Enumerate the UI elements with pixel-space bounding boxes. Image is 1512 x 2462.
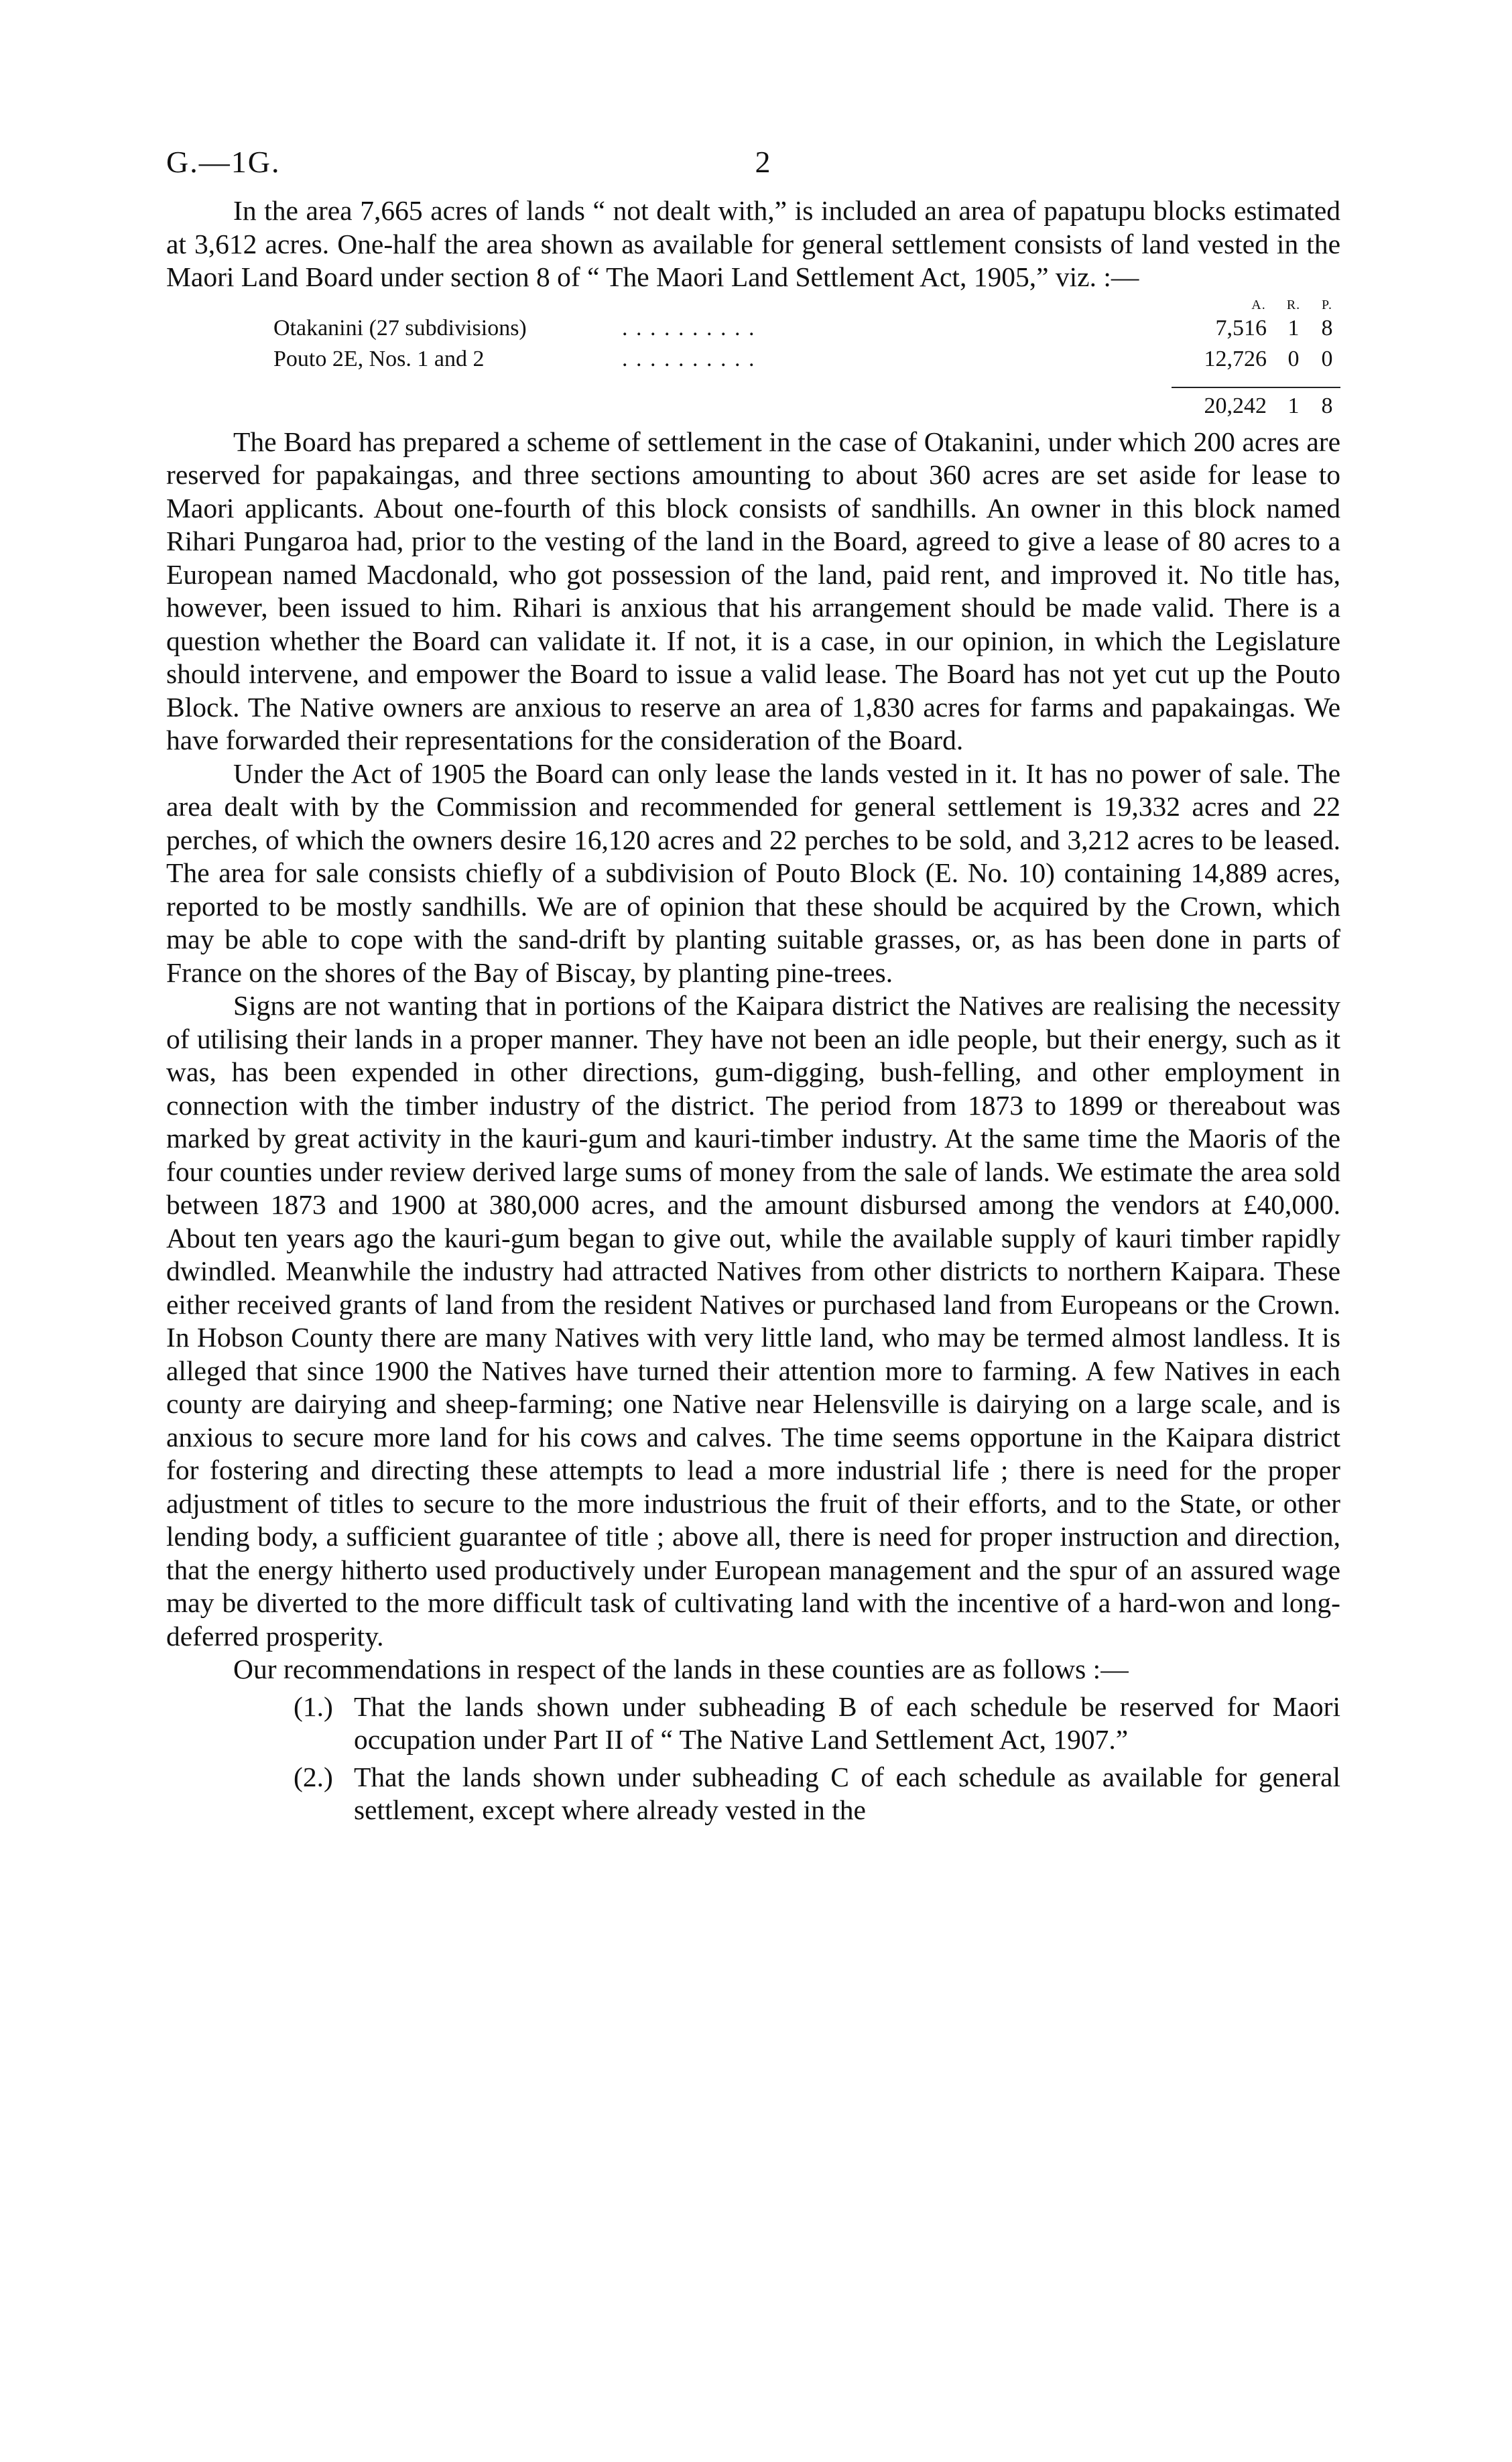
block-name: Otakanini (27 subdivisions) — [273, 315, 527, 341]
page-header — [166, 142, 1340, 182]
paragraph-act-1905: Under the Act of 1905 the Board can only lease the lands vested in it. It has no power of sale. The area dealt with by the Commission and recommended for general settlement is 19,332 acres and 22 perches, of which the owners desire 16,120 acres and 22 perches to be sold, and 3,212 acres to be leased. The area for sale consists chiefly of a subdivision of Pouto Block (E. No. 10) containing 14,889 acres, reported to be mostly sandhills. We are of opinion that these should be acquired by the Crown, which may be able to cope with the sand-drift by planting suitable grasses, or, as has been done in parts of France on the shores of the Bay of Biscay, by planting pine-trees. — [166, 757, 1340, 988]
perches-value: 8 — [1321, 315, 1333, 341]
column-header-perches: P. — [1322, 297, 1332, 312]
paragraph-otakanini-scheme: The Board has prepared a scheme of settlement in the case of Otakanini, under which 200 acres are reserved for papakaingas, and three sections amounting to about 360 acres are set aside for lease to Maori applicants. About one-fourth of this block consists of sandhills. An owner in this block named Rihari Pungaroa had, prior to the vesting of the land in the Board, agreed to give a lease of 80 acres to a European named Macdonald, who got possession of the land, paid rent, and improved it. No title has, however, been issued to him. Rihari is anxious that his arrangement should be made valid. There is a question whether the Board can validate it. If not, it is a case, in our opinion, in which the Legislature should intervene, and empower the Board to issue a valid lease. The Board has not yet cut up the Pouto Block. The Native owners are anxious to reserve an area of 1,830 acres for farms and papakaingas. We have forwarded their representations for the consideration of the Board. — [166, 426, 1340, 755]
acres-value: 12,726 — [1204, 346, 1267, 371]
list-item — [166, 1761, 1340, 1827]
paragraph-kaipara-natives: Signs are not wanting that in portions of the Kaipara district the Natives are realising the necessity of utilising their lands in a proper manner. They have not been an idle people, but their energy, such as it was, has been expended in other directions, gum-digging, bush-felling, and other employment in connection with the timber industry of the district. The period from 1873 to 1899 or thereabout was marked by great activity in the kauri-gum and kauri-timber industry. At the same time the Maoris of the four counties under review derived large sums of money from the sale of lands. We estimate the area sold between 1873 and 1900 at 380,000 acres, and the amount disbursed among the vendors at £40,000. About ten years ago the kauri-gum began to give out, while the available supply of kauri timber rapidly dwindled. Meanwhile the industry had attracted Natives from other districts to northern Kaipara. These either received grants of land from the resident Natives or purchased land from Europeans or the Crown. In Hobson County there are many Natives with very little land, who may be termed almost landless. It is alleged that since 1900 the Natives have turned their attention more to farming. A few Natives in each county are dairying and sheep-farming; one Native near Helensville is dairying on a large scale, and is anxious to secure more land for his cows and calves. The time seems opportune in the Kaipara district for fostering and directing these attempts to lead a more industrial life ; there is need for the proper adjustment of titles to secure to the more industrious the fruit of their efforts, and to the State, or other lending body, a sufficient guarantee of title ; above all, there is need for proper instruction and direction, that the energy hitherto used productively under European management and the spur of an assured wage may be diverted to the more difficult task of cultivating land with the incentive of a hard-won and long-deferred prosperity. — [166, 990, 1340, 1652]
paragraph-papatupu: In the area 7,665 acres of lands “ not dealt with,” is included an area of papatupu blocks estimated at 3,612 acres. One-half the area shown as available for general settlement consists of land vested in the Maori Land Board under section 8 of “ The Maori Land Settlement Act, 1905,” viz. :— — [166, 195, 1340, 292]
table-total-row — [166, 375, 1340, 416]
dot-leader: . . . . . . . . . . — [622, 315, 756, 341]
roods-value: 1 — [1287, 315, 1300, 341]
table-row — [166, 344, 1340, 375]
paragraph-recommendations-intro: Our recommendations in respect of the lands in these counties are as follows :— — [233, 1654, 1129, 1684]
list-marker: (1.) — [294, 1690, 333, 1722]
roods-value: 0 — [1287, 346, 1300, 371]
table-row — [166, 313, 1340, 344]
recommendation-text: That the lands shown under subheading C of each schedule as available for general settlement, except where already vested in the — [354, 1761, 1340, 1825]
recommendations-list — [166, 1690, 1340, 1827]
acres-value: 7,516 — [1215, 315, 1267, 341]
total-perches: 8 — [1321, 393, 1333, 418]
document-reference: G.—1G. — [166, 145, 281, 179]
list-marker: (2.) — [294, 1761, 333, 1792]
total-roods: 1 — [1287, 393, 1300, 418]
block-name: Pouto 2E, Nos. 1 and 2 — [273, 346, 485, 371]
total-acres: 20,242 — [1204, 393, 1267, 418]
perches-value: 0 — [1321, 346, 1333, 371]
total-rule — [1172, 387, 1340, 388]
list-item — [166, 1690, 1340, 1757]
page-number: 2 — [755, 145, 771, 179]
column-header-roods: R. — [1286, 297, 1301, 312]
land-area-table — [166, 294, 1340, 416]
recommendation-text: That the lands shown under subheading B of each schedule be reserved for Maori occupation under Part II of “ The Native Land Settlement Act, 1907.” — [354, 1690, 1340, 1755]
column-header-acres: A. — [1251, 297, 1266, 312]
table-header — [166, 294, 1340, 313]
dot-leader: . . . . . . . . . . — [622, 346, 756, 371]
body-text — [166, 194, 1340, 1827]
